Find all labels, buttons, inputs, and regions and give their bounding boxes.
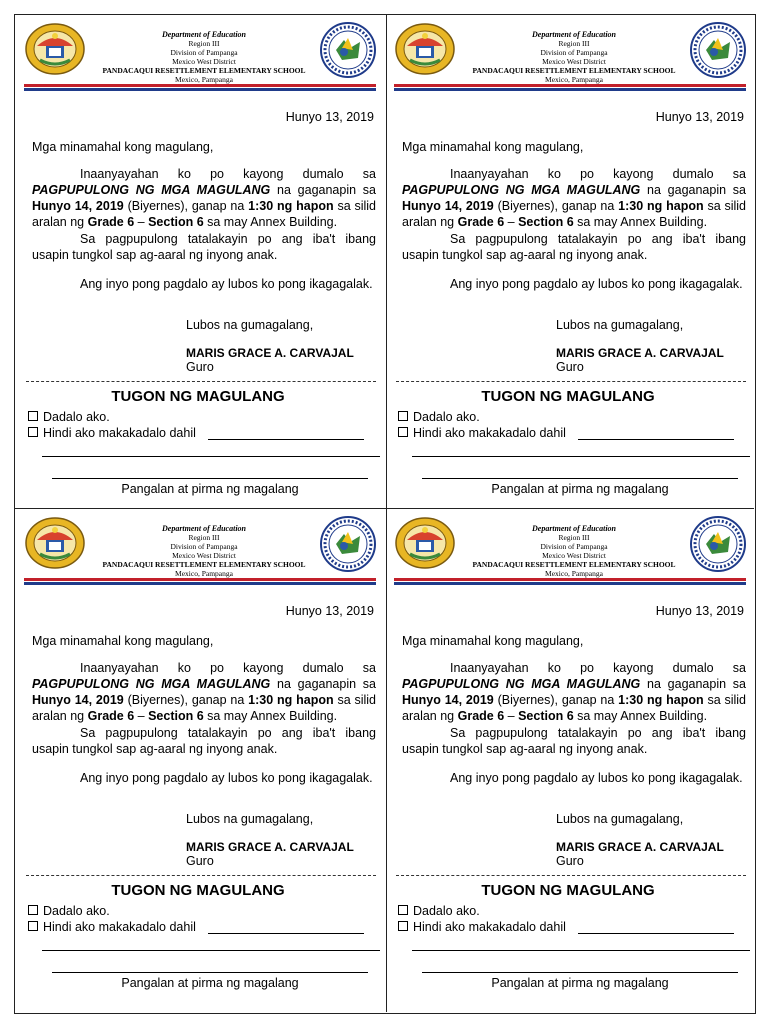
section-label: Section 6 [518, 709, 574, 723]
teacher-role: Guro [186, 854, 214, 868]
reason-line[interactable] [578, 933, 734, 934]
option-absent[interactable] [398, 920, 566, 934]
event-date: Hunyo 14, 2019 [402, 693, 494, 707]
p1-text-f: sa may Annex Building. [573, 709, 708, 723]
p1-text-d: sa silid aralan ng [402, 693, 747, 723]
agenda-paragraph [32, 231, 376, 263]
closing-paragraph [32, 276, 376, 292]
option-absent-label: Hindi ako makakadalo dahil [413, 426, 566, 440]
option-attend[interactable] [398, 904, 480, 918]
teacher-name: MARIS GRACE A. CARVAJAL [556, 840, 724, 854]
section-label: Section 6 [148, 215, 204, 229]
p1-text-b: na gaganapin sa [640, 677, 747, 691]
p1-text-e: – [134, 709, 149, 723]
blue-stripe [394, 88, 746, 91]
p1-text-c: (Biyernes), ganap na [123, 199, 249, 213]
school-seal-icon [320, 516, 376, 572]
p2-text: Sa pagpupulong tatalakayin po ang iba't ibang usapin tungkol sap ag-aaral ng inyong anak. [402, 232, 746, 262]
blue-stripe [24, 88, 376, 91]
closing-paragraph [402, 770, 746, 786]
department-name: Department of Education [161, 30, 246, 39]
signature-caption: Pangalan at pirma ng magalang [491, 482, 669, 496]
division-name: Division of Pampanga [170, 542, 238, 551]
checkbox-icon[interactable] [28, 921, 38, 931]
checkbox-icon[interactable] [398, 905, 408, 915]
p1-text-a: Inaanyayahan ko po kayong dumalo sa [80, 661, 376, 675]
checkbox-icon[interactable] [28, 427, 38, 437]
option-absent-label: Hindi ako makakadalo dahil [43, 920, 196, 934]
p1-text-f: sa may Annex Building. [203, 215, 338, 229]
event-name: PAGPUPULONG NG MGA MAGULANG [402, 677, 641, 691]
closing-paragraph [402, 276, 746, 292]
option-absent-label: Hindi ako makakadalo dahil [413, 920, 566, 934]
header-text [454, 524, 694, 578]
agenda-paragraph [402, 231, 746, 263]
salutation: Mga minamahal kong magulang, [402, 634, 584, 648]
p2-text: Sa pagpupulong tatalakayin po ang iba't ibang usapin tungkol sap ag-aaral ng inyong anak. [32, 726, 376, 756]
signature-caption: Pangalan at pirma ng magalang [491, 976, 669, 990]
invitation-paragraph [402, 166, 746, 230]
event-name: PAGPUPULONG NG MGA MAGULANG [32, 183, 271, 197]
event-date: Hunyo 14, 2019 [32, 693, 124, 707]
district-name: Mexico West District [542, 57, 606, 66]
department-name: Department of Education [531, 524, 616, 533]
letter-date: Hunyo 13, 2019 [655, 110, 744, 124]
closing-paragraph [32, 770, 376, 786]
p1-text-e: – [504, 215, 519, 229]
reason-line[interactable] [208, 439, 364, 440]
reply-title: TUGON NG MAGULANG [111, 882, 285, 899]
reason-line-continued[interactable] [412, 950, 750, 951]
red-stripe [394, 578, 746, 581]
salutation: Mga minamahal kong magulang, [32, 140, 214, 154]
region-name: Region III [188, 39, 220, 48]
signature-caption: Pangalan at pirma ng magalang [121, 482, 299, 496]
department-name: Department of Education [531, 30, 616, 39]
reply-title: TUGON NG MAGULANG [481, 388, 655, 405]
p2-text: Sa pagpupulong tatalakayin po ang iba't ibang usapin tungkol sap ag-aaral ng inyong anak. [32, 232, 376, 262]
p1-text-f: sa may Annex Building. [573, 215, 708, 229]
horizontal-cut-line [14, 508, 754, 509]
checkbox-icon[interactable] [398, 921, 408, 931]
header-text [454, 30, 694, 84]
teacher-role: Guro [556, 854, 584, 868]
option-attend[interactable] [28, 904, 110, 918]
p1-text-e: – [504, 709, 519, 723]
reason-line-continued[interactable] [42, 456, 380, 457]
school-header [20, 512, 376, 578]
p1-text-b: na gaganapin sa [640, 183, 747, 197]
closing-phrase: Lubos na gumagalang, [186, 812, 314, 826]
school-location: Mexico, Pampanga [175, 569, 233, 578]
event-time: 1:30 ng hapon [248, 199, 334, 213]
event-time: 1:30 ng hapon [618, 693, 704, 707]
signature-line[interactable] [422, 478, 738, 479]
reason-line[interactable] [578, 439, 734, 440]
reason-line-continued[interactable] [412, 456, 750, 457]
p1-text-b: na gaganapin sa [270, 677, 377, 691]
school-header [390, 18, 746, 84]
letter-date: Hunyo 13, 2019 [655, 604, 744, 618]
option-attend-label: Dadalo ako. [413, 410, 480, 424]
school-location: Mexico, Pampanga [545, 75, 603, 84]
grade-label: Grade 6 [457, 709, 505, 723]
reason-line[interactable] [208, 933, 364, 934]
deped-seal-icon [24, 516, 86, 570]
school-name: PANDACAQUI RESETTLEMENT ELEMENTARY SCHOOL [102, 560, 306, 569]
agenda-paragraph [32, 725, 376, 757]
grade-label: Grade 6 [457, 215, 505, 229]
header-text [84, 30, 324, 84]
invitation-paragraph [32, 660, 376, 724]
department-name: Department of Education [161, 524, 246, 533]
division-name: Division of Pampanga [170, 48, 238, 57]
event-date: Hunyo 14, 2019 [32, 199, 124, 213]
header-stripes [394, 84, 746, 92]
region-name: Region III [558, 39, 590, 48]
event-name: PAGPUPULONG NG MGA MAGULANG [32, 677, 271, 691]
tear-line [26, 381, 376, 382]
school-location: Mexico, Pampanga [175, 75, 233, 84]
option-absent-label: Hindi ako makakadalo dahil [43, 426, 196, 440]
signature-line[interactable] [52, 972, 368, 973]
p1-text-a: Inaanyayahan ko po kayong dumalo sa [450, 167, 746, 181]
event-time: 1:30 ng hapon [248, 693, 334, 707]
school-location: Mexico, Pampanga [545, 569, 603, 578]
school-seal-icon [320, 22, 376, 78]
option-attend[interactable] [28, 410, 110, 424]
tear-line [26, 875, 376, 876]
region-name: Region III [558, 533, 590, 542]
invitation-card [390, 18, 746, 500]
school-seal-icon [690, 516, 746, 572]
reply-title: TUGON NG MAGULANG [481, 882, 655, 899]
teacher-name: MARIS GRACE A. CARVAJAL [186, 840, 354, 854]
p3-text: Ang inyo pong pagdalo ay lubos ko pong ikagagalak. [80, 771, 373, 785]
p1-text-d: sa silid aralan ng [32, 199, 377, 229]
option-attend-label: Dadalo ako. [43, 904, 110, 918]
checkbox-icon[interactable] [28, 411, 38, 421]
p1-text-e: – [134, 215, 149, 229]
deped-seal-icon [24, 22, 86, 76]
red-stripe [24, 84, 376, 87]
signature-line[interactable] [422, 972, 738, 973]
teacher-role: Guro [556, 360, 584, 374]
reason-line-continued[interactable] [42, 950, 380, 951]
option-absent[interactable] [28, 920, 196, 934]
signature-caption: Pangalan at pirma ng magalang [121, 976, 299, 990]
section-label: Section 6 [518, 215, 574, 229]
invitation-card [20, 512, 376, 994]
teacher-name: MARIS GRACE A. CARVAJAL [186, 346, 354, 360]
option-attend-label: Dadalo ako. [43, 410, 110, 424]
invitation-card [20, 18, 376, 500]
p1-text-a: Inaanyayahan ko po kayong dumalo sa [450, 661, 746, 675]
division-name: Division of Pampanga [540, 48, 608, 57]
p1-text-b: na gaganapin sa [270, 183, 377, 197]
closing-phrase: Lubos na gumagalang, [556, 812, 684, 826]
red-stripe [394, 84, 746, 87]
event-time: 1:30 ng hapon [618, 199, 704, 213]
p3-text: Ang inyo pong pagdalo ay lubos ko pong ikagagalak. [450, 771, 743, 785]
salutation: Mga minamahal kong magulang, [32, 634, 214, 648]
letter-date: Hunyo 13, 2019 [285, 604, 374, 618]
p1-text-c: (Biyernes), ganap na [493, 693, 619, 707]
p1-text-a: Inaanyayahan ko po kayong dumalo sa [80, 167, 376, 181]
salutation: Mga minamahal kong magulang, [402, 140, 584, 154]
vertical-cut-line [386, 14, 387, 1012]
school-header [390, 512, 746, 578]
closing-phrase: Lubos na gumagalang, [186, 318, 314, 332]
header-text [84, 524, 324, 578]
signature-line[interactable] [52, 478, 368, 479]
invitation-card [390, 512, 746, 994]
header-stripes [24, 84, 376, 92]
p2-text: Sa pagpupulong tatalakayin po ang iba't ibang usapin tungkol sap ag-aaral ng inyong anak. [402, 726, 746, 756]
option-attend-label: Dadalo ako. [413, 904, 480, 918]
tear-line [396, 381, 746, 382]
p1-text-c: (Biyernes), ganap na [493, 199, 619, 213]
deped-seal-icon [394, 516, 456, 570]
invitation-paragraph [402, 660, 746, 724]
teacher-role: Guro [186, 360, 214, 374]
letter-date: Hunyo 13, 2019 [285, 110, 374, 124]
district-name: Mexico West District [172, 551, 236, 560]
blue-stripe [24, 582, 376, 585]
closing-phrase: Lubos na gumagalang, [556, 318, 684, 332]
school-header [20, 18, 376, 84]
region-name: Region III [188, 533, 220, 542]
header-stripes [24, 578, 376, 586]
header-stripes [394, 578, 746, 586]
district-name: Mexico West District [172, 57, 236, 66]
section-label: Section 6 [148, 709, 204, 723]
school-name: PANDACAQUI RESETTLEMENT ELEMENTARY SCHOOL [102, 66, 306, 75]
reply-title: TUGON NG MAGULANG [111, 388, 285, 405]
p1-text-d: sa silid aralan ng [32, 693, 377, 723]
school-name: PANDACAQUI RESETTLEMENT ELEMENTARY SCHOOL [472, 560, 676, 569]
p1-text-c: (Biyernes), ganap na [123, 693, 249, 707]
red-stripe [24, 578, 376, 581]
checkbox-icon[interactable] [398, 411, 408, 421]
invitation-paragraph [32, 166, 376, 230]
teacher-name: MARIS GRACE A. CARVAJAL [556, 346, 724, 360]
division-name: Division of Pampanga [540, 542, 608, 551]
district-name: Mexico West District [542, 551, 606, 560]
tear-line [396, 875, 746, 876]
agenda-paragraph [402, 725, 746, 757]
event-date: Hunyo 14, 2019 [402, 199, 494, 213]
p3-text: Ang inyo pong pagdalo ay lubos ko pong ikagagalak. [80, 277, 373, 291]
deped-seal-icon [394, 22, 456, 76]
school-name: PANDACAQUI RESETTLEMENT ELEMENTARY SCHOOL [472, 66, 676, 75]
grade-label: Grade 6 [87, 215, 135, 229]
p1-text-d: sa silid aralan ng [402, 199, 747, 229]
checkbox-icon[interactable] [398, 427, 408, 437]
option-absent[interactable] [398, 426, 566, 440]
school-seal-icon [690, 22, 746, 78]
blue-stripe [394, 582, 746, 585]
event-name: PAGPUPULONG NG MGA MAGULANG [402, 183, 641, 197]
checkbox-icon[interactable] [28, 905, 38, 915]
p1-text-f: sa may Annex Building. [203, 709, 338, 723]
option-attend[interactable] [398, 410, 480, 424]
p3-text: Ang inyo pong pagdalo ay lubos ko pong ikagagalak. [450, 277, 743, 291]
grade-label: Grade 6 [87, 709, 135, 723]
option-absent[interactable] [28, 426, 196, 440]
